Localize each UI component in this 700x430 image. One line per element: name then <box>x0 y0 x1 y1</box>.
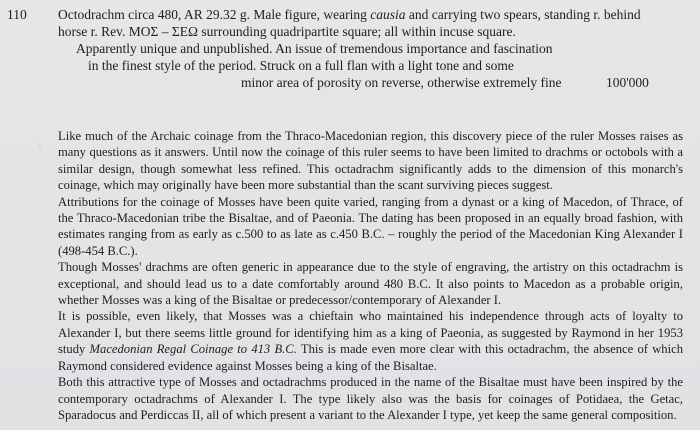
essay-paragraph-3: Though Mosses' drachms are often generic in appearance due to the style of engraving, the artistry on this octadrachm is exceptional, and should lead us to a date comfortably around 480 B.C. It also points to Macedon as a probable origin, whether Mosses was a king of the Bisaltae or predecessor/contemporary of Alexander I. <box>58 260 683 308</box>
lot-line-5 <box>58 74 683 91</box>
lot-line-5-text: minor area of porosity on reverse, otherwise extremely fine <box>241 75 562 90</box>
essay-paragraph-4-start: It is possible, even likely, that Mosses was a chieftain who maintained his independence through acts of loyalty to Alexander I, but there seems little ground for identifying him as a king of Paeonia, as suggested by Raymond in her 1953 study <box>58 309 683 357</box>
lot-essay <box>58 128 683 423</box>
lot-line-2: horse r. Rev. ΜΟΣ – ΣΕΩ surrounding quadripartite square; all within incuse square. <box>58 24 516 39</box>
lot-estimate: 100'000 <box>606 75 649 90</box>
essay-paragraph-5: Both this attractive type of Mosses and octadrachms produced in the name of the Bisaltae must have been inspired by the contemporary octadrachms of Alexander I. The type likely also was the basis for coinages of Potidaea, the Getac, Sparadocus and Perdiccas II, all of which present a variant to the Alexander I type, yet keep the same general composition. <box>58 375 683 422</box>
lot-line-1-italic: causia <box>370 7 406 22</box>
lot-line-1-end: and carrying two spears, standing r. behind <box>405 7 641 22</box>
lot-description <box>58 6 683 91</box>
lot-line-1-start: Octodrachm circa 480, AR 29.32 g. Male figure, wearing <box>58 7 371 22</box>
essay-paragraph-2: Attributions for the coinage of Mosses have been quite varied, ranging from a dynast or a king of Macedon, of Thrace, of the Thraco-Macedonian tribe the Bisaltae, and of Paeonia. The dating has been proposed in an equally broad fashion, with estimates ranging from as early as c.500 to as late as c.450 B.C. – roughly the period of the Macedonian King Alexander I (498-454 B.C.). <box>58 194 683 258</box>
essay-paragraph-4-end: This is made even more clear with this octadrachm, the absence of which Raymond considered evidence against Mosses being a king of the Bisaltae. <box>58 342 683 373</box>
lot-number: 110 <box>7 7 27 22</box>
essay-paragraph-4 <box>58 308 683 374</box>
lot-line-3: Apparently unique and unpublished. An issue of tremendous importance and fascination <box>76 41 553 56</box>
essay-paragraph-1: Like much of the Archaic coinage from the Thraco-Macedonian region, this discovery piece of the ruler Mosses raises as many questions as it answers. Until now the coinage of this ruler seems to have been limited to drachms or octobols with a similar design, though somewhat less refined. This octadrachm significantly adds to the dimension of this monarch's coinage, which may originally have been more substantial than the scant surviving pieces suggest. <box>58 129 683 193</box>
margin-mark: b <box>38 142 42 151</box>
lot-line-4: in the finest style of the period. Struck on a full flan with a light tone and some <box>88 58 514 73</box>
book-title: Macedonian Regal Coinage to 413 B.C. <box>89 342 297 357</box>
lot-line-1 <box>58 6 683 23</box>
